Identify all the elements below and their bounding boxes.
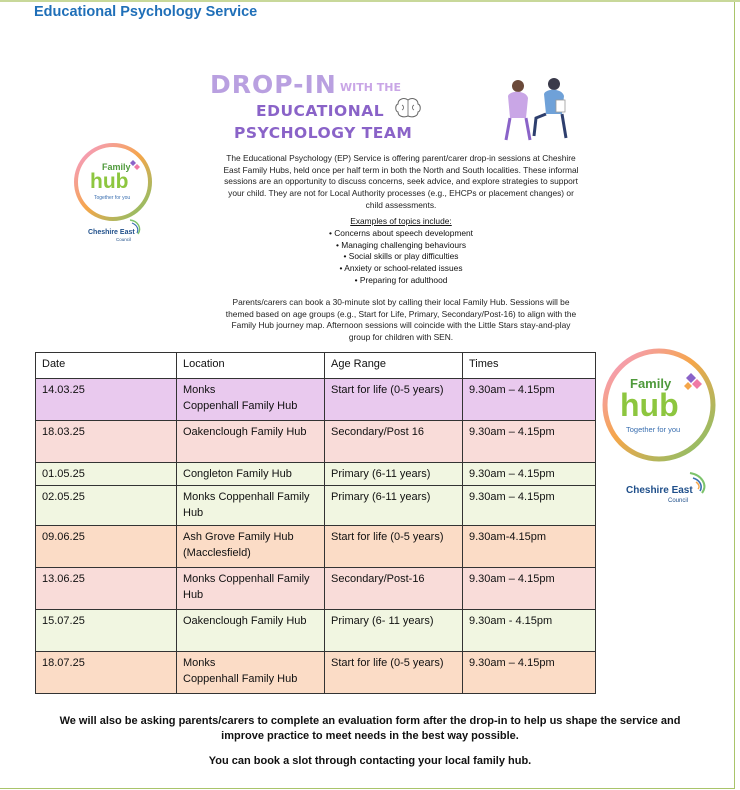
svg-text:Cheshire East: Cheshire East bbox=[88, 229, 135, 236]
family-hub-logo-small bbox=[72, 141, 154, 223]
poster-title-dropin: DROP-IN bbox=[210, 70, 337, 99]
svg-text:Together for you: Together for you bbox=[94, 195, 131, 201]
svg-text:hub: hub bbox=[90, 170, 129, 193]
cell-location: Monks Coppenhall Family Hub bbox=[177, 486, 325, 526]
cell-date: 14.03.25 bbox=[36, 379, 177, 421]
cell-age-range: Primary (6-11 years) bbox=[325, 463, 463, 486]
column-header-times: Times bbox=[463, 353, 596, 379]
table-row bbox=[36, 526, 596, 568]
schedule-body bbox=[36, 379, 596, 694]
cell-date: 09.06.25 bbox=[36, 526, 177, 568]
evaluation-note: We will also be asking parents/carers to complete an evaluation form after the drop-in to help us shape the service and improve practice to meet needs in the best way possible. bbox=[59, 715, 681, 742]
poster-intro: The Educational Psychology (EP) Service is offering parent/carer drop-in sessions at Cheshire East Family Hubs, held once per half term in both the North and South localities. These informal sessions are an opportunity to discuss concerns, seek advice, and explore strategies to support your child. They are not for Local Authority processes (e.g., EHCPs or placement changes) or child assessments. bbox=[223, 153, 579, 210]
cell-age-range: Start for life (0-5 years) bbox=[325, 379, 463, 421]
svg-text:hub: hub bbox=[620, 387, 679, 423]
cell-age-range: Primary (6-11 years) bbox=[325, 486, 463, 526]
cell-times: 9.30am – 4.15pm bbox=[463, 463, 596, 486]
table-row bbox=[36, 652, 596, 694]
cell-times: 9.30am – 4.15pm bbox=[463, 652, 596, 694]
cell-times: 9.30am-4.15pm bbox=[463, 526, 596, 568]
topic-item: • Concerns about speech development bbox=[222, 228, 580, 240]
cell-location: Monks Coppenhall Family Hub bbox=[177, 568, 325, 610]
cell-location: Monks Coppenhall Family Hub bbox=[177, 379, 325, 421]
table-row bbox=[36, 486, 596, 526]
topic-item: • Managing challenging behaviours bbox=[222, 240, 580, 252]
family-hub-logo-large bbox=[600, 346, 718, 464]
booking-note: Parents/carers can book a 30-minute slot by calling their local Family Hub. Sessions will be themed based on age groups (e.g., Start for Life, Primary, Secondary/Post-16) to align with the Family Hub journey map. Afternoon sessions will coincide with the Little Stars stay-and-play group for children with SEN. bbox=[225, 297, 577, 343]
table-row bbox=[36, 421, 596, 463]
people-illustration-icon bbox=[500, 74, 574, 146]
booking-instruction: You can book a slot through contacting your local family hub. bbox=[208, 755, 532, 767]
topic-item: • Anxiety or school-related issues bbox=[222, 263, 580, 275]
poster-title-educational: EDUCATIONAL bbox=[256, 102, 385, 120]
cheshire-east-logo-large bbox=[624, 471, 714, 505]
cell-age-range: Start for life (0-5 years) bbox=[325, 526, 463, 568]
svg-text:Family: Family bbox=[102, 162, 131, 172]
table-row bbox=[36, 463, 596, 486]
topics-list bbox=[222, 228, 580, 287]
cell-location: Monks Coppenhall Family Hub bbox=[177, 652, 325, 694]
cell-location: Congleton Family Hub bbox=[177, 463, 325, 486]
svg-text:Council: Council bbox=[668, 498, 689, 504]
cell-location: Ash Grove Family Hub (Macclesfield) bbox=[177, 526, 325, 568]
cell-location: Oakenclough Family Hub bbox=[177, 610, 325, 652]
cell-age-range: Secondary/Post 16 bbox=[325, 421, 463, 463]
cell-date: 02.05.25 bbox=[36, 486, 177, 526]
brain-icon bbox=[394, 97, 422, 119]
page-title: Educational Psychology Service bbox=[34, 4, 258, 20]
table-header-row bbox=[36, 353, 596, 379]
cell-date: 15.07.25 bbox=[36, 610, 177, 652]
topic-item: • Preparing for adulthood bbox=[222, 275, 580, 287]
cell-times: 9.30am – 4.15pm bbox=[463, 486, 596, 526]
table-row bbox=[36, 568, 596, 610]
cell-age-range: Secondary/Post-16 bbox=[325, 568, 463, 610]
cell-age-range: Primary (6- 11 years) bbox=[325, 610, 463, 652]
cell-location: Oakenclough Family Hub bbox=[177, 421, 325, 463]
top-rule bbox=[0, 0, 740, 2]
svg-text:Council: Council bbox=[116, 237, 132, 242]
cell-date: 18.07.25 bbox=[36, 652, 177, 694]
svg-text:Cheshire East: Cheshire East bbox=[626, 485, 693, 496]
cheshire-east-logo-small bbox=[86, 218, 146, 244]
cell-times: 9.30am – 4.15pm bbox=[463, 379, 596, 421]
cell-times: 9.30am - 4.15pm bbox=[463, 610, 596, 652]
cell-times: 9.30am – 4.15pm bbox=[463, 421, 596, 463]
column-header-date: Date bbox=[36, 353, 177, 379]
column-header-location: Location bbox=[177, 353, 325, 379]
cell-date: 01.05.25 bbox=[36, 463, 177, 486]
poster-title-psychology-team: PSYCHOLOGY TEAM bbox=[234, 124, 413, 142]
cell-date: 13.06.25 bbox=[36, 568, 177, 610]
poster-title-with: WITH THE bbox=[340, 81, 401, 94]
table-row bbox=[36, 610, 596, 652]
svg-text:Family: Family bbox=[630, 376, 672, 391]
svg-text:Together for you: Together for you bbox=[626, 425, 681, 434]
table-row bbox=[36, 379, 596, 421]
cell-times: 9.30am – 4.15pm bbox=[463, 568, 596, 610]
topics-heading: Examples of topics include: bbox=[350, 216, 452, 226]
cell-date: 18.03.25 bbox=[36, 421, 177, 463]
schedule-table bbox=[35, 352, 596, 694]
column-header-age-range: Age Range bbox=[325, 353, 463, 379]
topic-item: • Social skills or play difficulties bbox=[222, 251, 580, 263]
cell-age-range: Start for life (0-5 years) bbox=[325, 652, 463, 694]
